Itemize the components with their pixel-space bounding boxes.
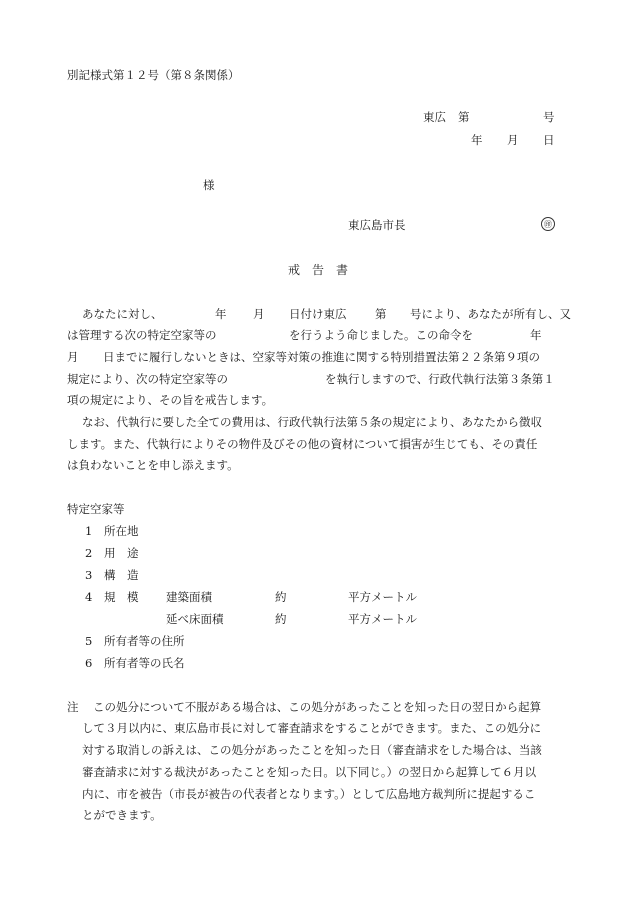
body-text: 項の規定により、その旨を戒告します。: [67, 393, 274, 407]
date-year: 年: [471, 133, 483, 147]
note-line: とができます。: [82, 808, 162, 822]
body-text: は負わないことを申し添えます。: [67, 458, 239, 472]
scale-approx: 約: [275, 612, 287, 626]
property-item-number: 1: [85, 524, 93, 538]
body-text: を行うよう命じました。この命令を: [289, 328, 473, 342]
body-text: 日までに履行しないときは、空家等対策の推進に関する特別措置法第２２条第９項の: [103, 350, 540, 364]
body-text: 月: [253, 307, 265, 321]
scale-label: 延べ床面積: [166, 612, 224, 626]
body-text: を執行しますので、行政代執行法第３条第１: [325, 372, 555, 386]
number-dai: 第: [458, 110, 470, 124]
body-text: あなたに対し、: [82, 307, 163, 321]
addressee-sama: 様: [203, 178, 215, 192]
note-line: この処分について不服がある場合は、この処分があったことを知った日の翌日から起算: [93, 700, 542, 714]
body-text: 第: [375, 307, 387, 321]
property-item-number: 3: [85, 568, 93, 582]
body-text: 規定により、次の特定空家等の: [67, 372, 228, 386]
mayor-name: 東広島市長: [348, 218, 406, 232]
property-item-label: 構 造: [104, 568, 139, 582]
property-item-number: 6: [85, 656, 93, 670]
property-item-label: 用 途: [104, 546, 139, 560]
note-marker: 注: [67, 700, 79, 714]
scale-unit: 平方メートル: [348, 612, 417, 626]
scale-approx: 約: [275, 590, 287, 604]
property-item-number: 2: [85, 546, 93, 560]
note-line: 審査請求に対する裁決があったことを知った日。以下同じ。）の翌日から起算して６月以: [82, 765, 537, 779]
body-text: 月: [67, 350, 79, 364]
date-month: 月: [507, 133, 519, 147]
body-text: します。また、代執行によりその物件及びその他の資材について損害が生じても、その責任: [67, 437, 538, 451]
note-line: 内に、市を被告（市長が被告の代表者となります。）として広島地方裁判所に提起するこ: [82, 787, 536, 801]
body-text: 年: [530, 328, 542, 342]
note-line: 対する取消しの訴えは、この処分があったことを知った日（審査請求をした場合は、当該: [82, 743, 542, 757]
property-item-label: 所有者等の住所: [104, 634, 185, 648]
body-text: は管理する次の特定空家等の: [67, 328, 217, 342]
note-line: して３月以内に、東広島市長に対して審査請求をすることができます。また、この処分に: [82, 721, 542, 735]
body-text: 日付け東広: [289, 307, 347, 321]
property-item-label: 所在地: [104, 524, 139, 538]
property-item-number: 4: [85, 590, 93, 604]
property-item-label: 所有者等の氏名: [104, 656, 185, 670]
property-item-label: 規 模: [104, 590, 139, 604]
body-text: 号により、あなたが所有し、又: [410, 307, 571, 321]
body-text: なお、代執行に要した全ての費用は、行政代執行法第５条の規定により、あなたから徴収: [82, 415, 542, 429]
property-item-number: 5: [85, 634, 93, 648]
seal-mark: ㊞: [541, 217, 555, 231]
number-gou: 号: [543, 110, 555, 124]
form-label: 別記様式第１２号（第８条関係）: [67, 68, 240, 82]
scale-unit: 平方メートル: [348, 590, 417, 604]
date-day: 日: [543, 133, 555, 147]
property-heading: 特定空家等: [67, 502, 125, 516]
scale-label: 建築面積: [166, 590, 212, 604]
body-text: 年: [215, 307, 227, 321]
office-code: 東広: [423, 110, 446, 124]
document-title: 戒告書: [288, 263, 361, 277]
